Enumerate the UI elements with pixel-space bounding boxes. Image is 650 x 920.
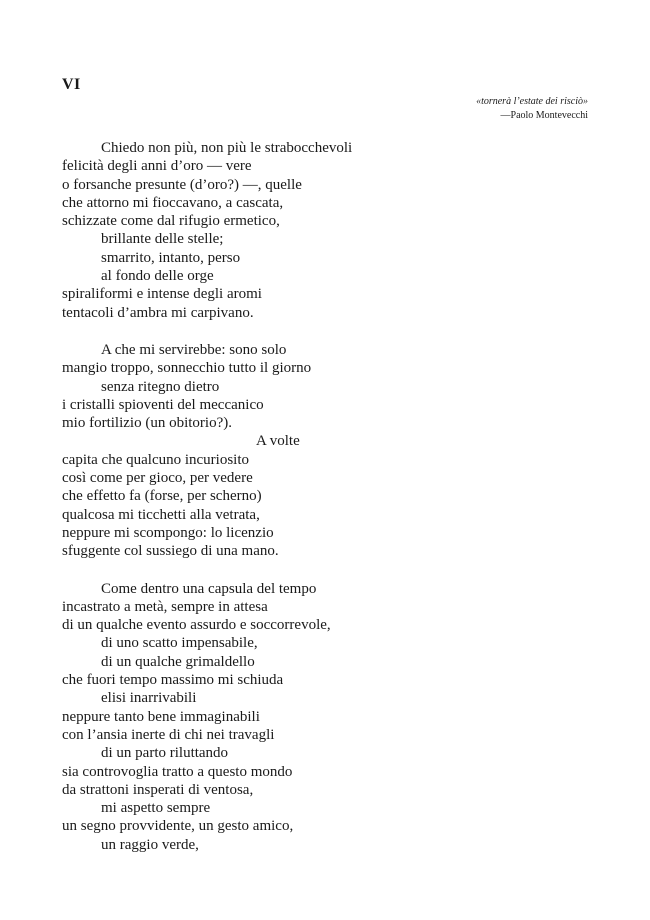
poem-line: al fondo delle orge	[101, 268, 214, 285]
poem-line: mangio troppo, sonnecchio tutto il giorno	[62, 360, 312, 377]
stanza	[62, 580, 602, 854]
poem-line: A volte	[256, 433, 300, 450]
poem-line: senza ritegno dietro	[101, 378, 220, 395]
poem-line: di un qualche evento assurdo e soccorrevole,	[62, 617, 331, 634]
poem-line: sia controvoglia tratto a questo mondo	[62, 763, 293, 780]
poem-line: neppure mi scompongo: lo licenzio	[62, 524, 274, 541]
poem-line: schizzate come dal rifugio ermetico,	[62, 213, 280, 230]
poem-line: tentacoli d’ambra mi carpivano.	[62, 304, 254, 321]
poem-line: Come dentro una capsula del tempo	[101, 580, 317, 597]
poem-line: mio fortilizio (un obitorio?).	[62, 415, 232, 432]
epigraph	[476, 95, 588, 123]
poem-line: di un qualche grimaldello	[101, 653, 255, 670]
poem-line: incastrato a metà, sempre in attesa	[62, 598, 268, 615]
poem-line: così come per gioco, per vedere	[62, 470, 253, 487]
poem-line: un segno provvidente, un gesto amico,	[62, 818, 294, 835]
poem-line: capita che qualcuno incuriosito	[62, 451, 250, 468]
poem-line: i cristalli spioventi del meccanico	[62, 396, 264, 413]
poem-line: brillante delle stelle;	[101, 231, 224, 248]
poem-line: A che mi servirebbe: sono solo	[101, 341, 287, 358]
stanza	[62, 139, 602, 322]
poem-line: felicità degli anni d’oro — vere	[62, 158, 252, 175]
poem-line: o forsanche presunte (d’oro?) —, quelle	[62, 176, 302, 193]
epigraph-quote: «tornerà l’estate dei risciò»	[476, 96, 588, 107]
poem-line: spiraliformi e intense degli aromi	[62, 286, 262, 303]
poem-line: di un parto riluttando	[101, 745, 229, 762]
poem-line: un raggio verde,	[101, 836, 199, 853]
poem-line: elisi inarrivabili	[101, 690, 197, 707]
poem-line: qualcosa mi ticchetti alla vetrata,	[62, 506, 260, 523]
epigraph-author: —Paolo Montevecchi	[500, 110, 588, 121]
poem-body	[62, 139, 602, 873]
poem-line: con l’ansia inerte di chi nei travagli	[62, 726, 275, 743]
poem-line: di uno scatto impensabile,	[101, 635, 258, 652]
poem-line: che effetto fa (forse, per scherno)	[62, 488, 262, 505]
poem-line: Chiedo non più, non più le strabocchevoli	[101, 140, 353, 156]
poem-line: che fuori tempo massimo mi schiuda	[62, 672, 284, 689]
poem-line: sfuggente col sussiego di una mano.	[62, 543, 279, 560]
poem-line: neppure tanto bene immaginabili	[62, 708, 260, 725]
stanza	[62, 341, 602, 561]
poem-line: da strattoni insperati di ventosa,	[62, 781, 254, 798]
poem-line: smarrito, intanto, perso	[101, 249, 241, 266]
section-heading: VI	[62, 76, 81, 93]
poem-line: mi aspetto sempre	[101, 800, 211, 817]
poem-line: che attorno mi fioccavano, a cascata,	[62, 194, 284, 211]
